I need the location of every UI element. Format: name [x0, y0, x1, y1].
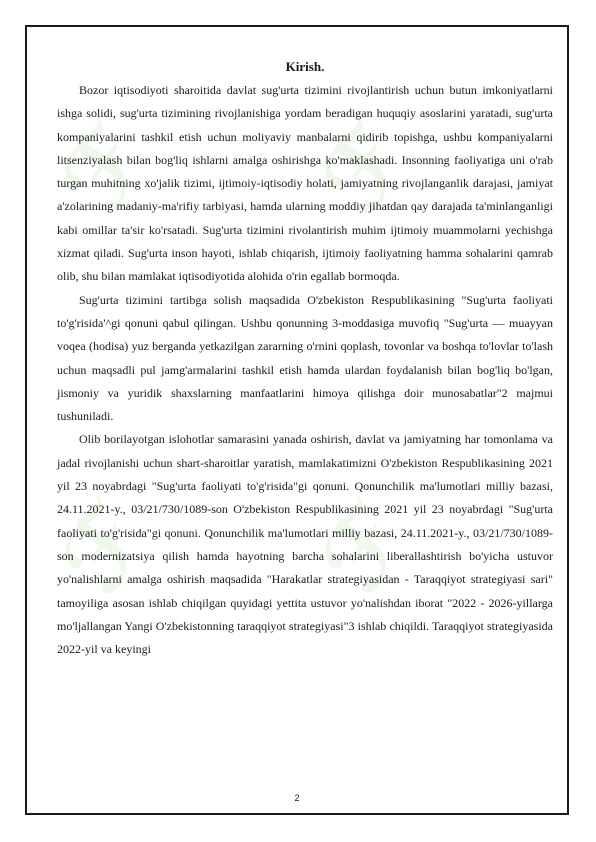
document-body [57, 55, 553, 661]
watermark-logo: ℱ [301, 111, 428, 231]
paragraph: Olib borilayotgan islohotlar samarasini yanada oshirish, davlat va jamiyatning har tomonlama va jadal rivojlanishi uchun shart-sharoitlar yaratish, mamlakatimizni O'zbekiston Respublikasining 2021 yil 23 noyabrdagi "Sug'urta faoliyati to'g'risida"gi qonuni. Qonunchilik ma'lumotlari milliy bazasi, 24.11.2021-y., 03/21/730/1089-son O'zbekiston Respublikasining 2021 yil 23 noyabrdagi "Sug'urta faoliyati to'g'risida"gi qonuni. Qonunchilik ma'lumotlari milliy bazasi, 24.11.2021-y., 03/21/730/1089-son modernizatsiya qilish hamda hayotning barcha sohalarini liberallashtirish bo'yicha ustuvor yo'nalishlarni amalga oshirish maqsadida "Harakatlar strategiyasidan - Taraqqiyot strategiyasi sari" tamoyiliga asosan ishlab chiqilgan quyidagi yettita ustuvor yo'nalishdan iborat "2022 - 2026-yillarga mo'ljallangan Yangi O'zbekistonning taraqqiyot strategiyasi"3 ishlab chiqildi. Taraqqiyot strategiyasida 2022-yil va keyingi [57, 432, 553, 657]
watermark-logo: ℱ [41, 111, 168, 231]
paragraph: Sug'urta tizimini tartibga solish maqsadida O'zbekiston Respublikasining "Sug'urta faoliyati to'g'risida'^gi qonuni qabul qilingan. Ushbu qonunning 3-moddasiga muvofiq "Sug'urta — muayyan voqea (hodisa) yuz berganda yetkazilgan zararning o'rnini qoplash, tovonlar va boshqa to'lovlar to'lash uchun maqsadli pul jamg'armalarini tashkil etish hamda ulardan foydalanish bilan bog'liq bo'lgan, jismoniy va yuridik shaxslarning manfaatlarini himoya qilishga doir munosabatlar"2 majmui tushuniladi. [57, 292, 553, 424]
document-title: Kirish. [285, 59, 325, 74]
watermark-logo: ℱ [301, 491, 428, 611]
watermark-logo: ℱ [41, 491, 168, 611]
paragraph: Bozor iqtisodiyoti sharoitida davlat sug'urta tizimini rivojlantirish uchun butun imkoniyatlarni ishga solidi, sug'urta tizimining rivojlanishiga yordam beradigan huquqiy asoslarini yaratadi, sug'urta kompaniyalarini tashkil etish uchun moliyaviy manbalarni qidirib topishga, ushbu kompaniyalarni litsenziyalash bilan bog'liq ishlarni amalga oshirishga ko'maklashadi. Insonning faoliyatiga uni o'rab turgan muhitning xo'jalik tizimi, ijtimoiy-iqtisodiy holati, jamiyatning rivojlanganlik darajasi, jamiyat a'zolarining madaniy-ma'rifiy tarbiyasi, hamda ularning moddiy jihatdan qay darajada ta'minlanganligi kabi omillar ta'sir ko'rsatadi. Sug'urta tizimini rivolantirish muhim ijtimoiy muammolarni yechishga xizmat qiladi. Sug'urta inson hayoti, ishlab chiqarish, ijtimoiy faoliyatning hamma sohalarini qamrab olib, shu bilan mamlakat iqtisodiyotida alohida o'rin egallab bormoqda. [57, 83, 553, 284]
page-number: 2 [294, 793, 300, 803]
page-border-frame [25, 25, 569, 815]
